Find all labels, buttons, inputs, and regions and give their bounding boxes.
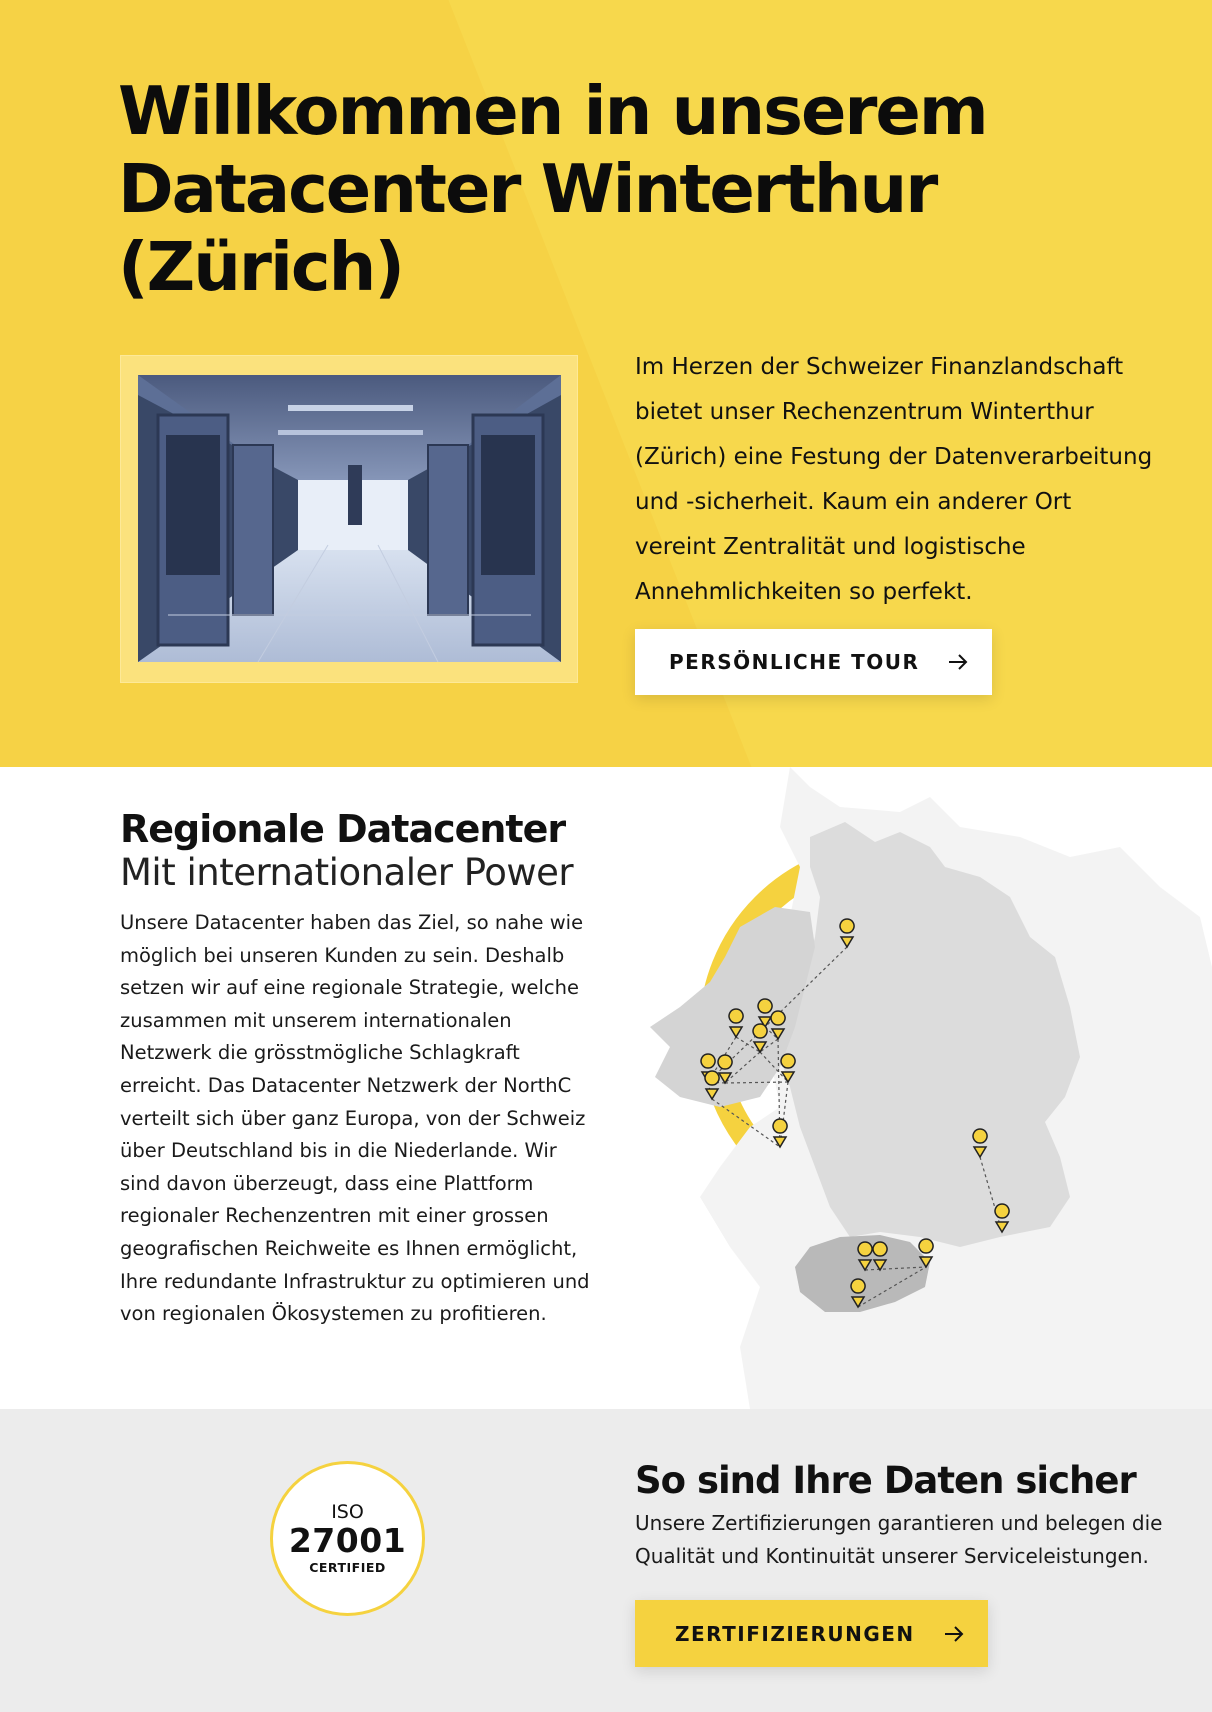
security-description: Unsere Zertifizierungen garantieren und belegen die Qualität und Kontinuität unserer Serviceleistungen. xyxy=(635,1511,1163,1568)
page-title: Willkommen in unserem Datacenter Winterthur (Zürich) xyxy=(118,72,987,306)
arrow-right-icon xyxy=(942,1622,966,1646)
arrow-right-icon xyxy=(946,650,970,674)
regional-title: Regionale Datacenter xyxy=(120,807,566,851)
security-title: So sind Ihre Daten sicher xyxy=(635,1459,1136,1502)
personal-tour-button[interactable] xyxy=(635,629,992,695)
europe-datacenter-map xyxy=(600,767,1212,1409)
certifications-button-label: ZERTIFIZIERUNGEN xyxy=(675,1621,915,1646)
iso-certified-badge xyxy=(270,1461,425,1616)
security-section xyxy=(0,1409,1212,1712)
iso-badge-bottom: CERTIFIED xyxy=(309,1560,386,1575)
iso-badge-top: ISO xyxy=(331,1501,364,1523)
hero-photo-frame xyxy=(120,355,578,683)
hero-description: Im Herzen der Schweizer Finanzlandschaft bietet unser Rechenzentrum Winterthur (Zürich) eine Festung der Datenverarbeitung und -sicherheit. Kaum ein anderer Ort vereint Zentralität und logistische Annehmlichkeiten so perfekt. xyxy=(635,354,1153,605)
regional-subtitle: Mit internationaler Power xyxy=(120,851,574,894)
iso-badge-number: 27001 xyxy=(288,1521,407,1560)
certifications-button[interactable] xyxy=(635,1600,988,1667)
datacenter-photo xyxy=(138,375,561,662)
server-corridor-image xyxy=(138,375,561,662)
regional-datacenter-section xyxy=(0,767,1212,1409)
regional-description: Unsere Datacenter haben das Ziel, so nahe wie möglich bei unseren Kunden zu sein. Deshalb setzen wir auf eine regionale Strategie, welche zusammen mit unserem internationalen Netzwerk die grösstmögliche Schlagkraft erreicht. Das Datacenter Netzwerk der NorthC verteilt sich über ganz Europa, von der Schweiz über Deutschland bis in die Niederlande. Wir sind davon überzeugt, dass eine Plattform regionaler Rechenzentren mit einer grossen geografischen Reichweite es Ihnen ermöglicht, Ihre redundante Infrastruktur zu optimieren und von regionalen Ökosystemen zu profitieren. xyxy=(120,911,590,1326)
personal-tour-button-label: PERSÖNLICHE TOUR xyxy=(669,650,920,674)
hero-section xyxy=(0,0,1212,767)
